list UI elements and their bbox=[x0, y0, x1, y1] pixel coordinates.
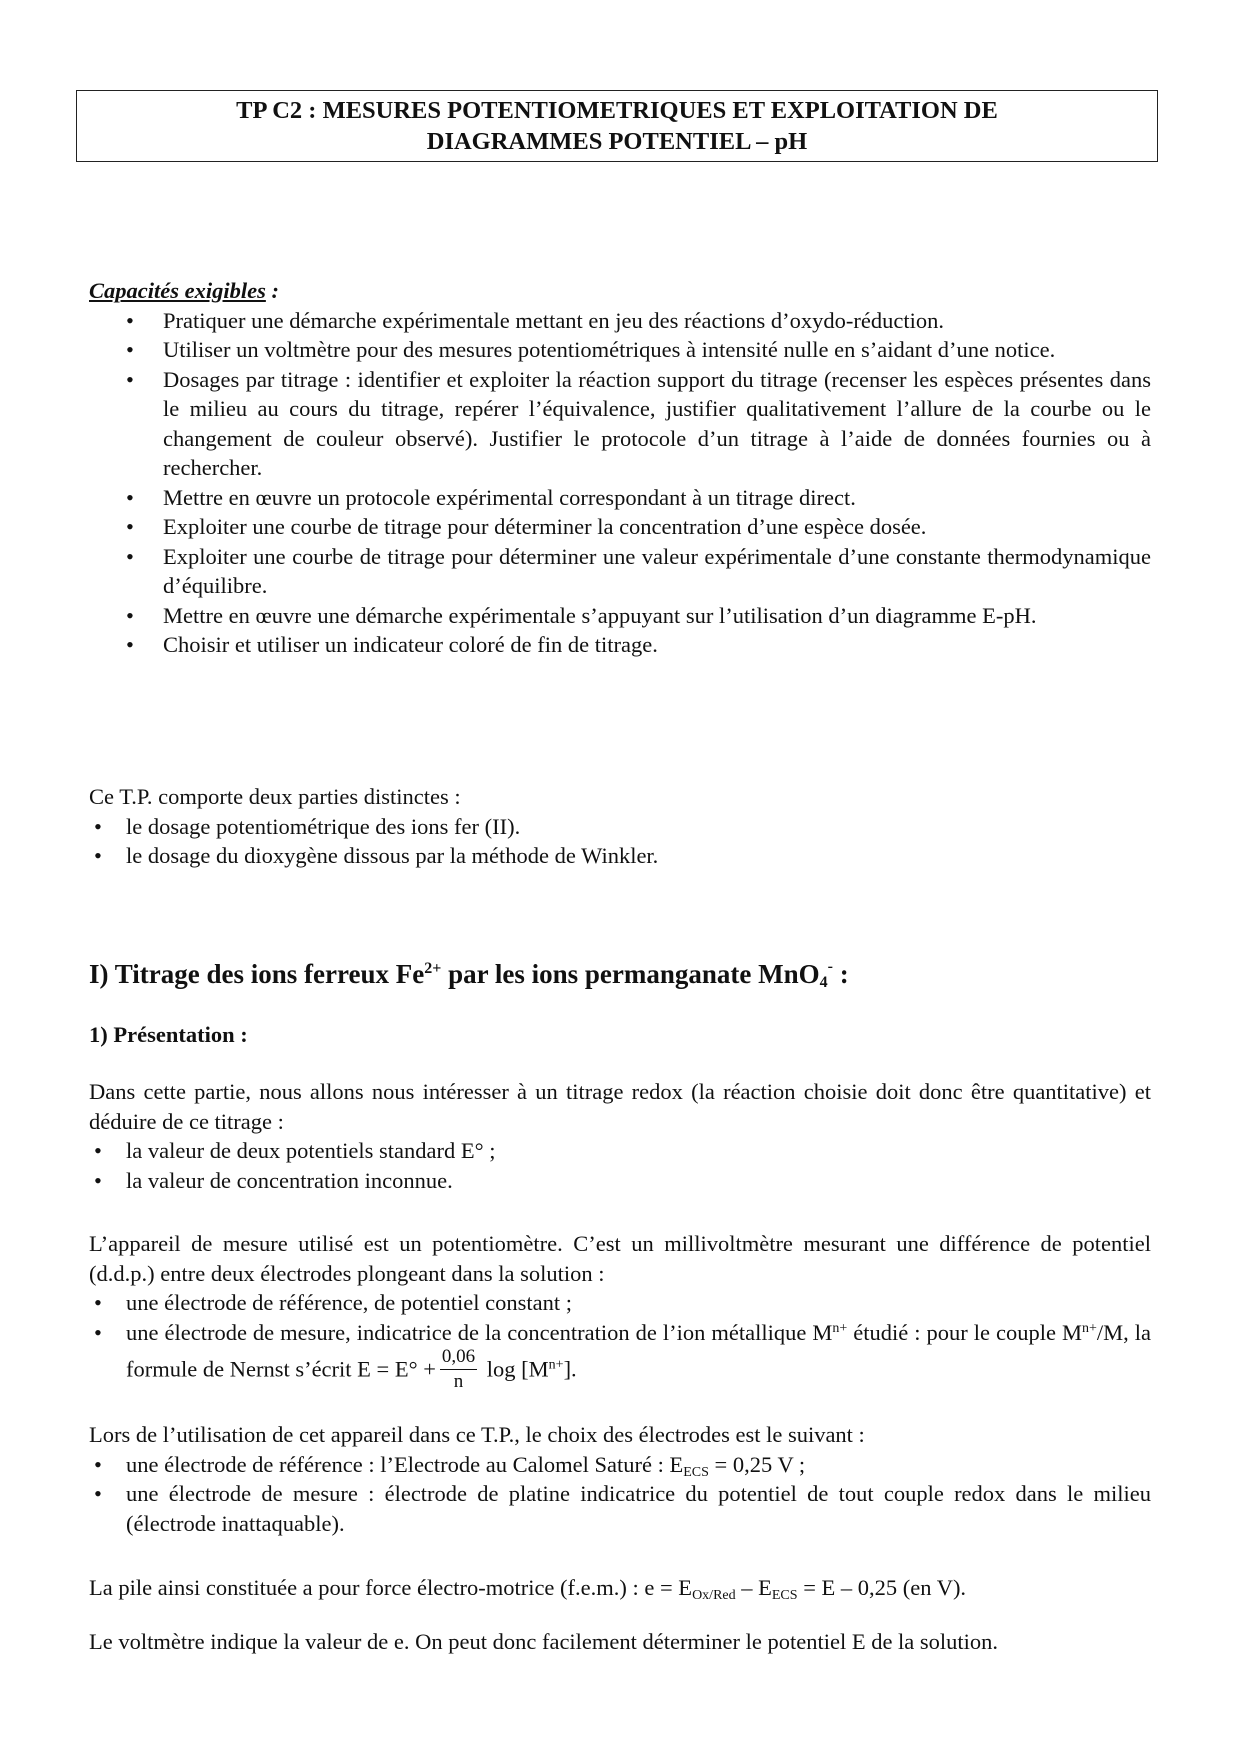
title-box bbox=[76, 90, 1158, 162]
presentation-list-2 bbox=[89, 1288, 1151, 1396]
presentation-para-3 bbox=[89, 1420, 1151, 1538]
list-item: • une électrode de référence, de potentiel constant ; bbox=[89, 1288, 1151, 1318]
intro-list bbox=[89, 812, 1151, 871]
list-item: • une électrode de référence : l’Electrode au Calomel Saturé : $E_{ECS} = 0,25$ V ; bbox=[89, 1450, 1151, 1480]
section-1-title: I) Titrage des ions ferreux $Fe^{2+}$ par les ions permanganate MnO$_4$- : bbox=[89, 958, 849, 991]
capacite-item: • Mettre en œuvre un protocole expérimental correspondant à un titrage direct. bbox=[89, 483, 1151, 513]
capacite-item: • Exploiter une courbe de titrage pour déterminer une valeur expérimentale d’une constante thermodynamique d’équilibre. bbox=[89, 542, 1151, 601]
capacite-item: • Mettre en œuvre une démarche expérimentale s’appuyant sur l’utilisation d’un diagramme E-pH. bbox=[89, 601, 1151, 631]
presentation-para-2 bbox=[89, 1229, 1151, 1396]
presentation-para-4: La pile ainsi constituée a pour force électro-motrice (f.e.m.) : $e = E_{Ox/Red} - E_{ECS} = E - 0,25$ (en V). bbox=[89, 1575, 967, 1603]
capacite-item: • Pratiquer une démarche expérimentale mettant en jeu des réactions d’oxydo-réduction. bbox=[89, 306, 1151, 336]
intro-item: • le dosage potentiométrique des ions fer (II). bbox=[89, 812, 1151, 842]
capacites-section bbox=[89, 276, 1151, 660]
list-item: • la valeur de deux potentiels standard E° ; bbox=[89, 1136, 1151, 1166]
para-2-text: L’appareil de mesure utilisé est un potentiomètre. C’est un millivoltmètre mesurant une différence de potentiel (d.d.p.) entre deux électrodes plongeant dans la solution : bbox=[89, 1231, 1151, 1286]
capacites-heading: Capacités exigibles : bbox=[89, 278, 279, 303]
intro-item: • le dosage du dioxygène dissous par la méthode de Winkler. bbox=[89, 841, 1151, 871]
intro-text: Ce T.P. comporte deux parties distinctes : bbox=[89, 784, 461, 809]
capacite-item: • Utiliser un voltmètre pour des mesures potentiométriques à intensité nulle en s’aidant d’une notice. bbox=[89, 335, 1151, 365]
subsection-presentation-title: 1) Présentation : bbox=[89, 1022, 248, 1047]
para-1-text: Dans cette partie, nous allons nous intéresser à un titrage redox (la réaction choisie doit donc être quantitative) et déduire de ce titrage : bbox=[89, 1079, 1151, 1134]
presentation-para-1 bbox=[89, 1077, 1151, 1195]
capacite-item: • Dosages par titrage : identifier et exploiter la réaction support du titrage (recenser les espèces présentes dans le milieu au cours du titrage, repérer l’équivalence, justifier qualitativement l’allure de la courbe ou le changement de couleur observé). Justifier le protocole d’un titrage à l’aide de données fournies ou à rechercher. bbox=[89, 365, 1151, 483]
list-item: • la valeur de concentration inconnue. bbox=[89, 1166, 1151, 1196]
list-item-nernst: • une électrode de mesure, indicatrice de la concentration de l’ion métallique $M^{n+}$ étudié : pour le couple $M^{n+}/M$, la formule de Nernst s’écrit E = E° + $\frac{0,06}{n}$ $\log [M^{n+}]$. bbox=[89, 1318, 1151, 1397]
capacite-item: • Exploiter une courbe de titrage pour déterminer la concentration d’une espèce dosée. bbox=[89, 512, 1151, 542]
title-line-2: DIAGRAMMES POTENTIEL – pH bbox=[426, 128, 808, 155]
capacites-list bbox=[89, 306, 1151, 660]
title-line-1: TP C2 : MESURES POTENTIOMETRIQUES ET EXPLOITATION DE bbox=[236, 97, 998, 124]
presentation-list-1 bbox=[89, 1136, 1151, 1195]
presentation-para-5: Le voltmètre indique la valeur de e. On peut donc facilement déterminer le potentiel E de la solution. bbox=[89, 1629, 999, 1654]
para-3-text: Lors de l’utilisation de cet appareil dans ce T.P., le choix des électrodes est le suivant : bbox=[89, 1422, 865, 1447]
list-item: • une électrode de mesure : électrode de platine indicatrice du potentiel de tout couple redox dans le milieu (électrode inattaquable). bbox=[89, 1479, 1151, 1538]
capacite-item: • Choisir et utiliser un indicateur coloré de fin de titrage. bbox=[89, 630, 1151, 660]
presentation-list-3 bbox=[89, 1450, 1151, 1539]
nernst-fraction: $\frac{0,06}{n}$ bbox=[441, 1346, 476, 1392]
intro-section bbox=[89, 782, 1151, 871]
